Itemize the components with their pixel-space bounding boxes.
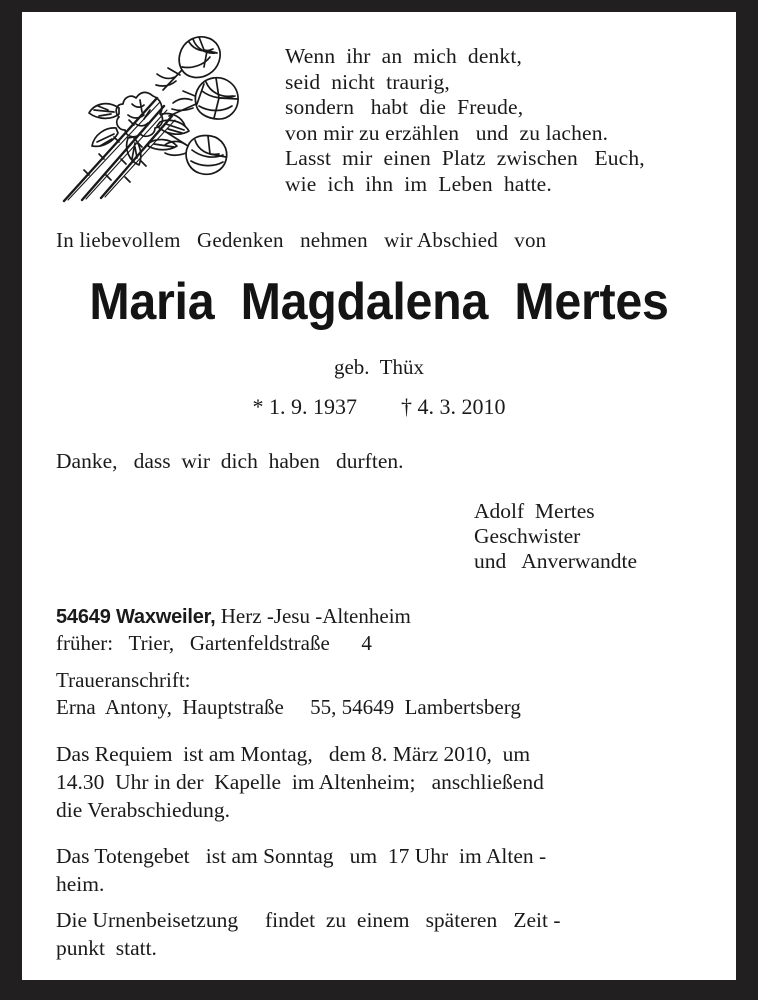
verse-line-1: Wenn ihr an mich denkt,	[285, 44, 522, 68]
mourners-list	[474, 499, 637, 574]
thanks-text: Danke, dass wir dich haben durften.	[56, 449, 404, 473]
prayer-line-1: Das Totengebet ist am Sonntag um 17 Uhr im Alten -	[56, 844, 547, 868]
verse-line-4: von mir zu erzählen und zu lachen.	[285, 120, 609, 145]
prayer-paragraph	[56, 842, 716, 898]
address-spacer	[56, 656, 716, 667]
requiem-line-2: 14.30 Uhr in der Kapelle im Altenheim; anschließend	[56, 770, 544, 794]
address-block	[56, 604, 716, 721]
deceased-name: Maria Magdalena Mertes	[89, 273, 669, 331]
urn-line-2: punkt statt.	[56, 936, 157, 960]
address-care-home: Herz -Jesu -Altenheim	[215, 604, 411, 628]
notice-header	[22, 12, 736, 217]
urn-burial-paragraph	[56, 906, 716, 962]
mourner-line-2: Geschwister	[474, 524, 581, 548]
requiem-line-1: Das Requiem ist am Montag, dem 8. März 2010, um	[56, 742, 531, 766]
verse-line-5: Lasst mir einen Platz zwischen Euch,	[285, 146, 645, 171]
mourner-line-1: Adolf Mertes	[474, 499, 595, 523]
urn-line-1: Die Urnenbeisetzung findet zu einem späteren Zeit -	[56, 908, 561, 932]
obituary-page	[22, 12, 736, 980]
roses-illustration-icon	[56, 20, 248, 208]
requiem-paragraph	[56, 740, 716, 824]
mourner-line-3: und Anverwandte	[474, 549, 638, 573]
address-town: 54649 Waxweiler,	[56, 606, 216, 628]
maiden-name: geb. Thüx	[333, 355, 425, 379]
condolence-address-value: Erna Antony, Hauptstraße 55, 54649 Lambertsberg	[56, 695, 521, 719]
prayer-line-2: heim.	[56, 872, 105, 896]
address-primary-line	[56, 604, 716, 630]
life-dates: * 1. 9. 1937 † 4. 3. 2010	[252, 394, 506, 419]
requiem-line-3: die Verabschiedung.	[56, 798, 230, 822]
verse-line-6: wie ich ihn im Leben hatte.	[285, 171, 552, 196]
farewell-lead-text: In liebevollem Gedenken nehmen wir Abschied von	[56, 228, 547, 252]
verse-line-2: seid nicht traurig,	[285, 69, 450, 94]
memorial-verse	[285, 44, 715, 198]
condolence-address-label: Traueranschrift:	[56, 668, 191, 692]
verse-line-3: sondern habt die Freude,	[285, 95, 524, 120]
address-former-line: früher: Trier, Gartenfeldstraße 4	[56, 631, 372, 655]
